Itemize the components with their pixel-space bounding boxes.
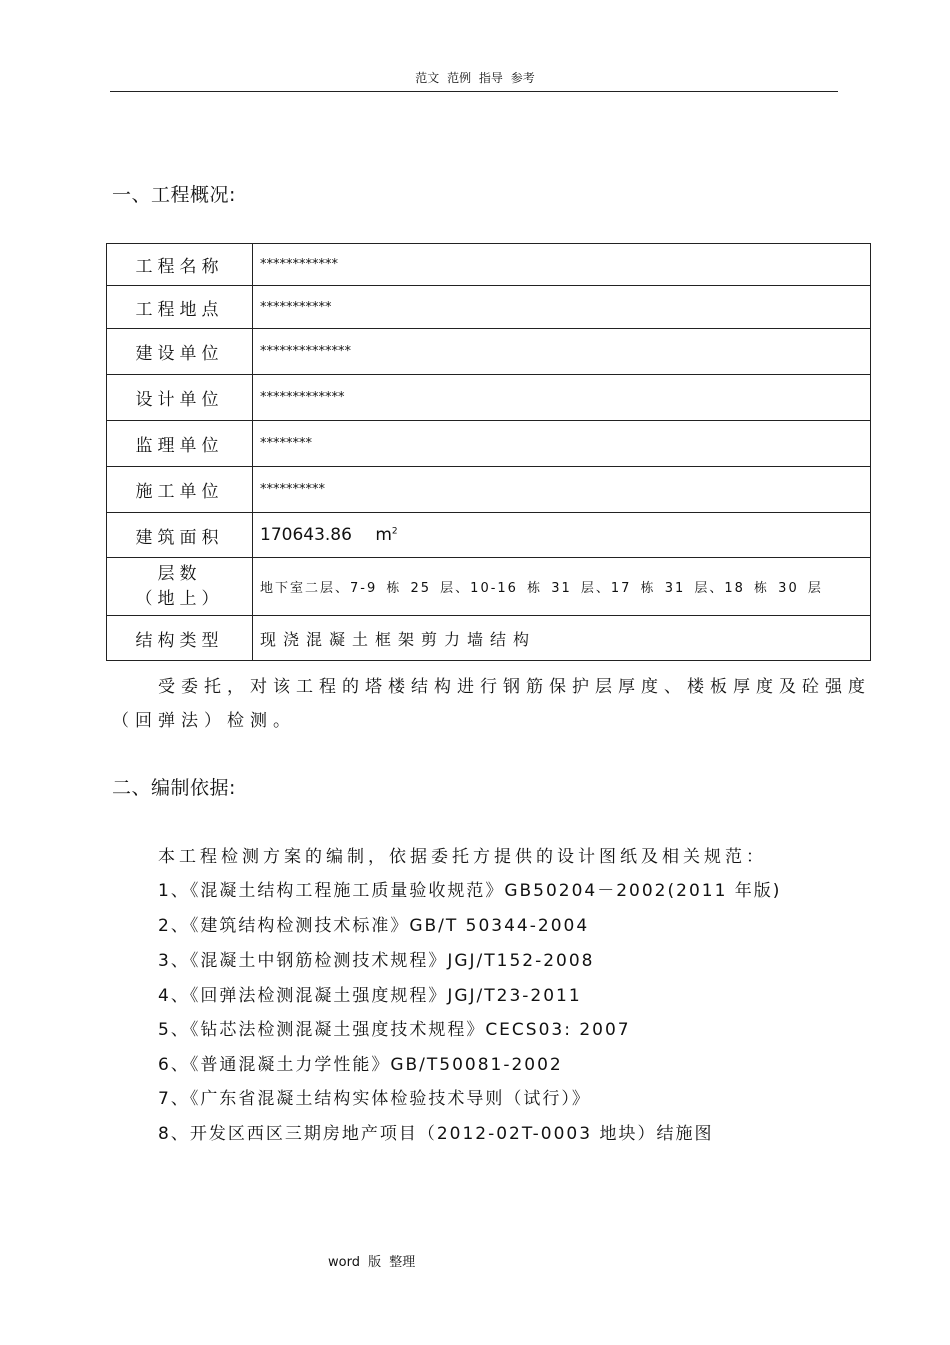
- row-label: 工程地点: [107, 286, 253, 329]
- page-header: 范文 范例 指导 参考: [415, 71, 535, 85]
- row-value: **************: [253, 329, 871, 375]
- entrust-line-2: （回弹法）检测。: [112, 711, 296, 731]
- area-unit: $m^2$: [375, 525, 398, 545]
- row-label: 设计单位: [107, 375, 253, 421]
- entrust-line-1: 受委托，对该工程的塔楼结构进行钢筋保护层厚度、楼板厚度及砼强度: [158, 677, 871, 697]
- list-item: 5、《钻芯法检测混凝土强度技术规程》CECS03: 2007: [158, 1020, 631, 1040]
- row-label: 建设单位: [107, 329, 253, 375]
- table-row: [107, 286, 871, 329]
- row-value: ************: [253, 244, 871, 286]
- row-label: [107, 558, 253, 616]
- row-value: **********: [253, 467, 871, 513]
- row-label: 监理单位: [107, 421, 253, 467]
- row-value: 地下室二层、7-9 栋 25 层、10-16 栋 31 层、17 栋 31 层、18 栋 30 层: [253, 558, 871, 616]
- list-item: 1、《混凝土结构工程施工质量验收规范》GB50204－2002(2011 年版): [158, 881, 782, 901]
- row-label: 建筑面积: [107, 513, 253, 558]
- table-row: [107, 421, 871, 467]
- row-value: 现浇混凝土框架剪力墙结构: [253, 616, 871, 661]
- row-label-line2: （地上）: [135, 588, 224, 609]
- row-label: 施工单位: [107, 467, 253, 513]
- row-value: ********: [253, 421, 871, 467]
- basis-intro: 本工程检测方案的编制，依据委托方提供的设计图纸及相关规范：: [158, 847, 767, 867]
- row-label: 结构类型: [107, 616, 253, 661]
- row-label-line1: 层数: [157, 563, 202, 584]
- list-item: 2、《建筑结构检测技术标准》GB/T 50344-2004: [158, 916, 590, 936]
- list-item: 4、《回弹法检测混凝土强度规程》JGJ/T23-2011: [158, 986, 582, 1006]
- section-1-title: 一、工程概况:: [112, 184, 236, 206]
- table-row: [107, 375, 871, 421]
- table-row: [107, 467, 871, 513]
- table-row: [107, 513, 871, 558]
- list-item: 7、《广东省混凝土结构实体检验技术导则（试行）》: [158, 1089, 591, 1109]
- row-label: 工程名称: [107, 244, 253, 286]
- header-divider: [110, 91, 838, 92]
- building-area-value: [253, 513, 871, 558]
- table-row: [107, 329, 871, 375]
- row-value: *************: [253, 375, 871, 421]
- list-item: 6、《普通混凝土力学性能》GB/T50081-2002: [158, 1055, 563, 1075]
- list-item: 3、《混凝土中钢筋检测技术规程》JGJ/T152-2008: [158, 951, 595, 971]
- project-info-table: [106, 243, 871, 661]
- row-value: ***********: [253, 286, 871, 329]
- list-item: 8、开发区西区三期房地产项目（2012-02T-0003 地块）结施图: [158, 1124, 714, 1144]
- area-number: 170643.86: [260, 525, 352, 545]
- table-row: [107, 244, 871, 286]
- table-row: [107, 558, 871, 616]
- page-footer: word 版 整理: [328, 1255, 416, 1270]
- table-row: [107, 616, 871, 661]
- section-2-title: 二、编制依据:: [112, 777, 236, 799]
